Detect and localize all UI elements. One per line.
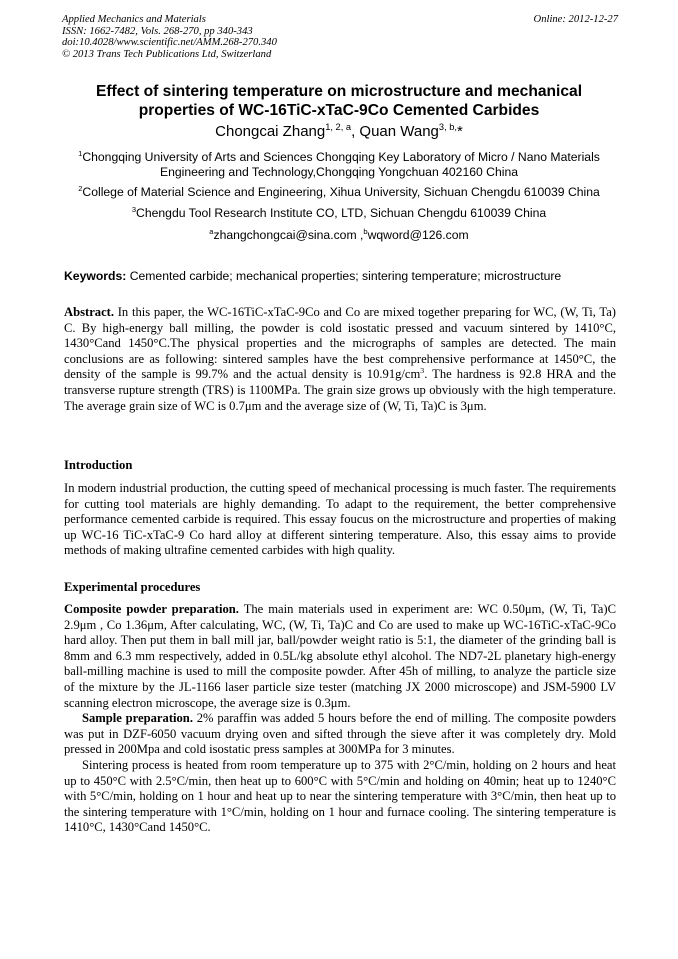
affiliation-1-line-2: Engineering and Technology,Chongqing Yongchuan 402160 China: [159, 165, 519, 179]
email-b-sup: b: [363, 226, 368, 236]
experimental-heading: Experimental procedures: [64, 580, 201, 594]
abstract-text-2: . The hardness is 92.8 HRA and the transverse rupture strength (TRS) is 1100MPa. The grain size grows up obviously with the high temperature. The average grain size of WC is 0.7μm and the average size of (W, Ti, Ta)C is 3μm.: [64, 367, 616, 413]
sample-prep-text: 2% paraffin was added 5 hours before the end of milling. The composite powders was put in DZF-6050 vacuum drying oven and sifted through the sieve after it was completely dry. Mold pressed in 200Mpa and cold isostatic press samples at 300MPa for 3 minutes.: [64, 711, 616, 757]
affiliation-3: [40, 206, 638, 221]
affiliation-1: [40, 150, 638, 180]
affiliation-1-line-1: Chongqing University of Arts and Sciences Chongqing Key Laboratory of Micro / Nano Materials: [82, 150, 600, 164]
sintering-paragraph: Sintering process is heated from room temperature up to 375 with 2°C/min, holding on 2 hours and heat up to 450°C with 2.5°C/min, then heat up to 600°C with 5°C/min and holding on 40min; heat up to 1240°C with 5°C/min, holding on 1 hour and heat up to near the sintering temperature with 3°C/min, then heat up to the sintering temperature with 1°C/min, holding on 1 hour and furnace cooling. The sintering temperature is 1410°C, 1430°Cand 1450°C.: [64, 757, 616, 835]
introduction-heading: Introduction: [64, 458, 133, 472]
abstract-paragraph: [64, 305, 616, 414]
abstract-label: Abstract.: [64, 305, 115, 319]
doi-line: doi:10.4028/www.scientific.net/AMM.268-270.340: [62, 37, 277, 49]
email-a-sup: a: [209, 226, 214, 236]
issn-line: ISSN: 1662-7482, Vols. 268-270, pp 340-343: [62, 25, 253, 37]
introduction-section: [64, 481, 616, 559]
introduction-paragraph: In modern industrial production, the cutting speed of mechanical processing is much faster. The requirements for cutting tool materials are highly demanding. To adapt to the requirement, the better comprehensive performance cemented carbide is required. This essay foucus on the microstructure and properties of making up WC-16 TiC-xTaC-9 Co hard alloy at different sintering temperature. Also, this essay aims to provide methods of making ultrafine cemented carbides with high quality.: [64, 481, 616, 558]
paper-title: [40, 82, 638, 120]
affiliation-3-text: Chengdu Tool Research Institute CO, LTD, Sichuan Chengdu 610039 China: [136, 206, 547, 220]
abstract-text-1: In this paper, the WC-16TiC-xTaC-9Co and Co are mixed together preparing for WC, (W, Ti, Ta) C. By high-energy ball milling, the powder is cold isostatic pressed and vacuum sintered by 1410°C, 1430°Cand 1450°C.The physical properties and the micrographs of samples are detected. The main conclusions are as following: sintered samples have the best comprehensive performance at 1450°C, the density of the sample is 99.7% and the actual density is 10.91g/cm: [64, 305, 616, 382]
experimental-section: [64, 602, 616, 836]
affiliation-2-text: College of Material Science and Engineering, Xihua University, Sichuan Chengdu 610039 China: [82, 185, 600, 199]
affiliation-1-num: 1: [78, 148, 83, 158]
corresponding-star: *: [457, 123, 463, 140]
author-1-affil: 1, 2, a: [325, 122, 352, 132]
title-line-1: Effect of sintering temperature on microstructure and mechanical: [95, 83, 583, 100]
keywords-text: Cemented carbide; mechanical properties; sintering temperature; microstructure: [126, 269, 562, 283]
sample-prep-paragraph: [64, 711, 616, 758]
affiliation-2: [40, 185, 638, 200]
email-a: zhangchongcai@sina.com: [213, 228, 357, 242]
author-2-name: Quan Wang: [359, 123, 439, 140]
powder-prep-text: The main materials used in experiment are: WC 0.50μm, (W, Ti, Ta)C 2.9μm , Co 1.36μm, After calculating, WC, (W, Ti, Ta)C and Co are used to make up WC-16TiC-xTaC-9Co hard alloy. Then put them in ball mill jar, ball/powder weight ratio is 5:1, the diameter of the grinding ball is 8mm and 6.3 mm respectively, added in 0.5L/kg absolute ethyl alcohol. The ND7-2L planetary high-energy ball-milling machine is used to mill the composite powder. After 45h of milling, to analyze the particle size of the mixture by the JL-1166 laser particle size tester (matching JX 2000 microscope) and JSM-5900 LV scanning electron microscope, the average size is 0.3μm.: [64, 602, 616, 710]
title-line-2: properties of WC-16TiC-xTaC-9Co Cemented Carbides: [138, 102, 540, 119]
keywords: [64, 269, 624, 283]
author-separator: ,: [351, 123, 360, 140]
author-1-name: Chongcai Zhang: [215, 123, 326, 140]
journal-name: Applied Mechanics and Materials: [62, 14, 206, 25]
email-separator: ,: [356, 228, 364, 242]
affiliation-3-num: 3: [131, 204, 137, 214]
abstract-sup: 3: [420, 366, 425, 376]
author-list: [40, 123, 638, 140]
author-2-affil: 3, b,: [438, 122, 457, 132]
powder-prep-paragraph: [64, 602, 616, 711]
online-date: Online: 2012-12-27: [533, 14, 618, 25]
affiliation-2-num: 2: [78, 183, 83, 193]
powder-prep-label: Composite powder preparation.: [64, 602, 239, 616]
abstract-section: [64, 305, 616, 414]
email-b: wqword@126.com: [367, 228, 469, 242]
keywords-label: Keywords:: [64, 269, 127, 283]
journal-header: [62, 14, 618, 60]
sample-prep-label: Sample preparation.: [82, 711, 193, 726]
email-line: [40, 228, 638, 243]
copyright-line: © 2013 Trans Tech Publications Ltd, Switzerland: [62, 48, 272, 60]
